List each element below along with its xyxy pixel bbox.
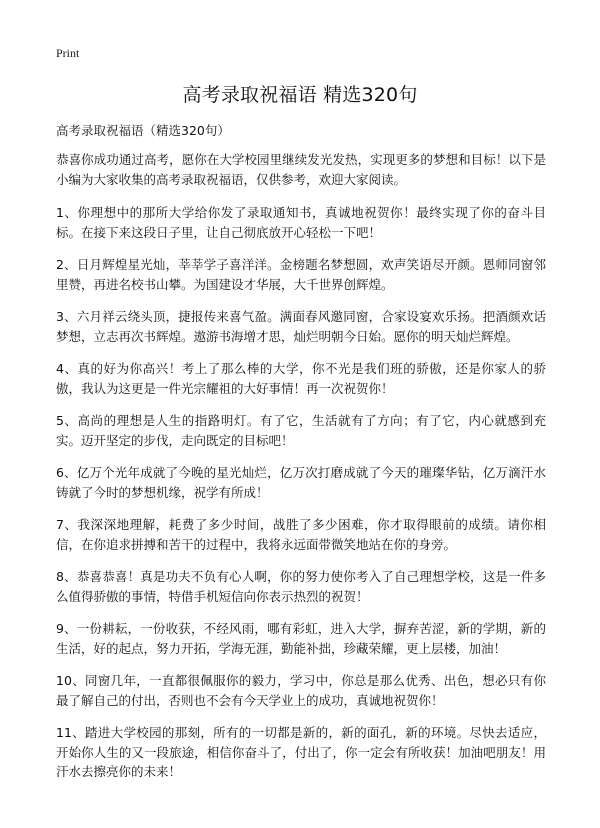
blessing-item-1: 1、你理想中的那所大学给你发了录取通知书，真诚地祝贺你！最终实现了你的奋斗目标。在接下来这段日子里，让自己彻底放开心轻松一下吧！ bbox=[56, 205, 546, 240]
blessing-item-8: 8、恭喜恭喜！真是功夫不负有心人啊，你的努力使你考入了自己理想学校，这是一件多么值得骄傲的事情，特借手机短信向你表示热烈的祝贺！ bbox=[56, 569, 546, 604]
document-subtitle: 高考录取祝福语（精选320句） bbox=[56, 123, 230, 138]
page-title: 高考录取祝福语 精选320句 bbox=[182, 84, 418, 106]
blessing-item-6: 6、亿万个光年成就了今晚的星光灿烂，亿万次打磨成就了今天的璀璨华钻，亿万滴汗水铸就了今时的梦想机缘，祝学有所成！ bbox=[56, 465, 546, 500]
blessing-item-4: 4、真的好为你高兴！考上了那么棒的大学，你不光是我们班的骄傲，还是你家人的骄傲，我认为这更是一件光宗耀祖的大好事情！再一次祝贺你！ bbox=[56, 361, 546, 396]
intro-paragraph: 恭喜你成功通过高考，愿你在大学校园里继续发光发热，实现更多的梦想和目标！以下是小编为大家收集的高考录取祝福语，仅供参考，欢迎大家阅读。 bbox=[56, 152, 546, 187]
print-link[interactable]: Print bbox=[56, 46, 80, 60]
blessing-item-2: 2、日月辉煌星光灿，莘莘学子喜洋洋。金榜题名梦想圆，欢声笑语尽开颜。恩师同窗邻里赞，再进名校书山攀。为国建设才华展，大千世界创辉煌。 bbox=[56, 257, 546, 292]
blessing-item-7: 7、我深深地理解，耗费了多少时间，战胜了多少困难，你才取得眼前的成绩。请你相信，在你追求拼搏和苦干的过程中，我将永远面带微笑地站在你的身旁。 bbox=[56, 517, 546, 552]
blessing-item-10: 10、同窗几年，一直都很佩服你的毅力，学习中，你总是那么优秀、出色，想必只有你最了解自己的付出，否则也不会有今天学业上的成功，真诚地祝贺你！ bbox=[56, 673, 546, 708]
blessing-item-5: 5、高尚的理想是人生的指路明灯。有了它，生活就有了方向；有了它，内心就感到充实。迈开坚定的步伐，走向既定的目标吧！ bbox=[56, 413, 546, 448]
blessing-item-9: 9、一份耕耘，一份收获，不经风雨，哪有彩虹，进入大学，摒弃苦涩，新的学期，新的生活，好的起点，努力开拓，学海无涯，勤能补拙，珍藏荣耀，更上层楼，加油！ bbox=[56, 621, 546, 656]
blessing-item-11: 11、踏进大学校园的那刻，所有的一切都是新的，新的面孔，新的环境。尽快去适应，开始你人生的又一段旅途，相信你奋斗了，付出了，你一定会有所收获！加油吧朋友！用汗水去擦亮你的未来！ bbox=[56, 725, 546, 779]
blessing-item-3: 3、六月祥云绕头顶，捷报传来喜气盈。满面春风邀同窗，合家设宴欢乐扬。把酒颜欢话梦想，立志再次书辉煌。遨游书海增才思，灿烂明朝今日始。愿你的明天灿烂辉煌。 bbox=[56, 309, 546, 344]
document-body bbox=[56, 150, 546, 795]
